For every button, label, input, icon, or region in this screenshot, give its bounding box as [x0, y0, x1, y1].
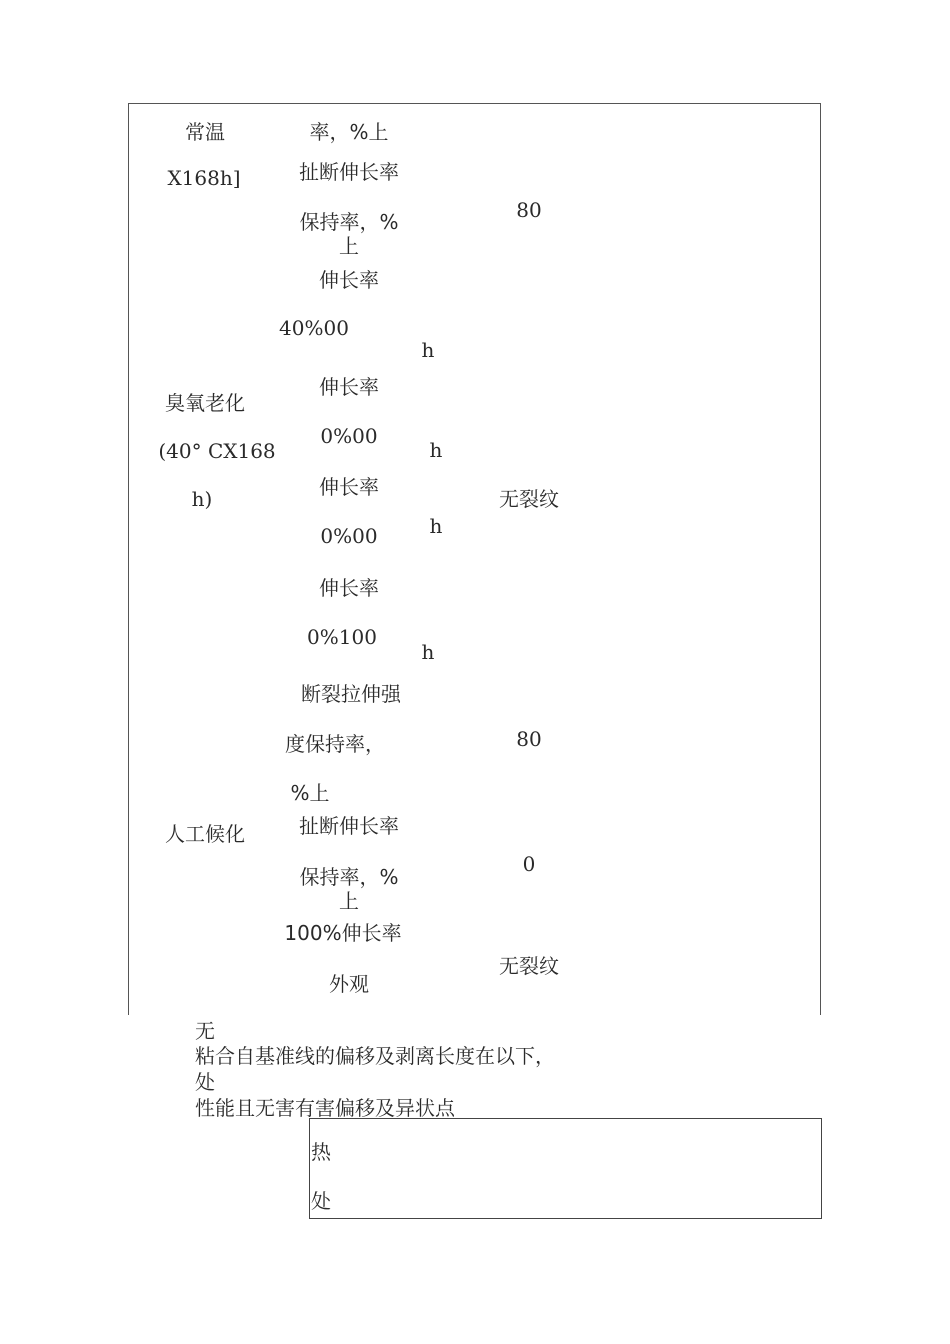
item-text: 断裂拉伸强 — [301, 682, 401, 706]
body-text-line: 处 — [195, 1070, 215, 1094]
body-text-line: 粘合自基准线的偏移及剥离长度在以下， — [195, 1044, 555, 1068]
row-label-room-temp: 常温 — [185, 120, 225, 144]
item-text: 扯断伸长率 — [299, 160, 399, 184]
unit-hours: h — [421, 338, 435, 362]
table-cell-text: 处 — [311, 1189, 331, 1213]
row-label-ozone-condition: (40° CX168 — [158, 439, 276, 463]
item-text: 扯断伸长率 — [299, 814, 399, 838]
item-text: 伸长率 — [319, 268, 379, 292]
item-text: 100%伸长率 — [284, 921, 402, 945]
row-label-ozone-condition-end: h) — [191, 487, 213, 511]
item-text: 率，%上 — [309, 120, 389, 144]
row-label-ozone-aging: 臭氧老化 — [165, 391, 245, 415]
item-text: 伸长率 — [319, 375, 379, 399]
requirement-value: 无裂纹 — [499, 487, 559, 511]
body-text-line: 无 — [195, 1019, 215, 1043]
requirement-value: 80 — [516, 727, 542, 751]
item-text: 外观 — [329, 972, 369, 996]
requirement-value: 0 — [522, 852, 536, 876]
unit-hours: h — [429, 514, 443, 538]
heat-treatment-table-frame — [309, 1118, 822, 1219]
table-cell-text: 热 — [311, 1140, 331, 1164]
requirement-value: 无裂纹 — [499, 954, 559, 978]
item-text: 保持率，% — [299, 865, 399, 889]
item-text: 保持率，% — [299, 210, 399, 234]
item-text: 0%100 — [307, 625, 377, 649]
unit-hours: h — [421, 640, 435, 664]
body-text-line: 性能且无害有害偏移及异状点 — [195, 1096, 455, 1120]
row-label-room-temp-duration: X168h] — [167, 166, 241, 190]
item-text: 上 — [339, 234, 359, 258]
item-text: %上 — [290, 781, 330, 805]
item-text: 0%00 — [320, 424, 378, 448]
item-text: 伸长率 — [319, 576, 379, 600]
requirement-value: 80 — [516, 198, 542, 222]
item-text: 0%00 — [320, 524, 378, 548]
row-label-artificial-weathering: 人工候化 — [165, 822, 245, 846]
item-text: 40%00 — [279, 316, 349, 340]
item-text: 伸长率 — [319, 475, 379, 499]
unit-hours: h — [429, 438, 443, 462]
item-text: 度保持率， — [285, 732, 385, 756]
item-text: 上 — [339, 889, 359, 913]
property-table-frame — [128, 103, 821, 1015]
